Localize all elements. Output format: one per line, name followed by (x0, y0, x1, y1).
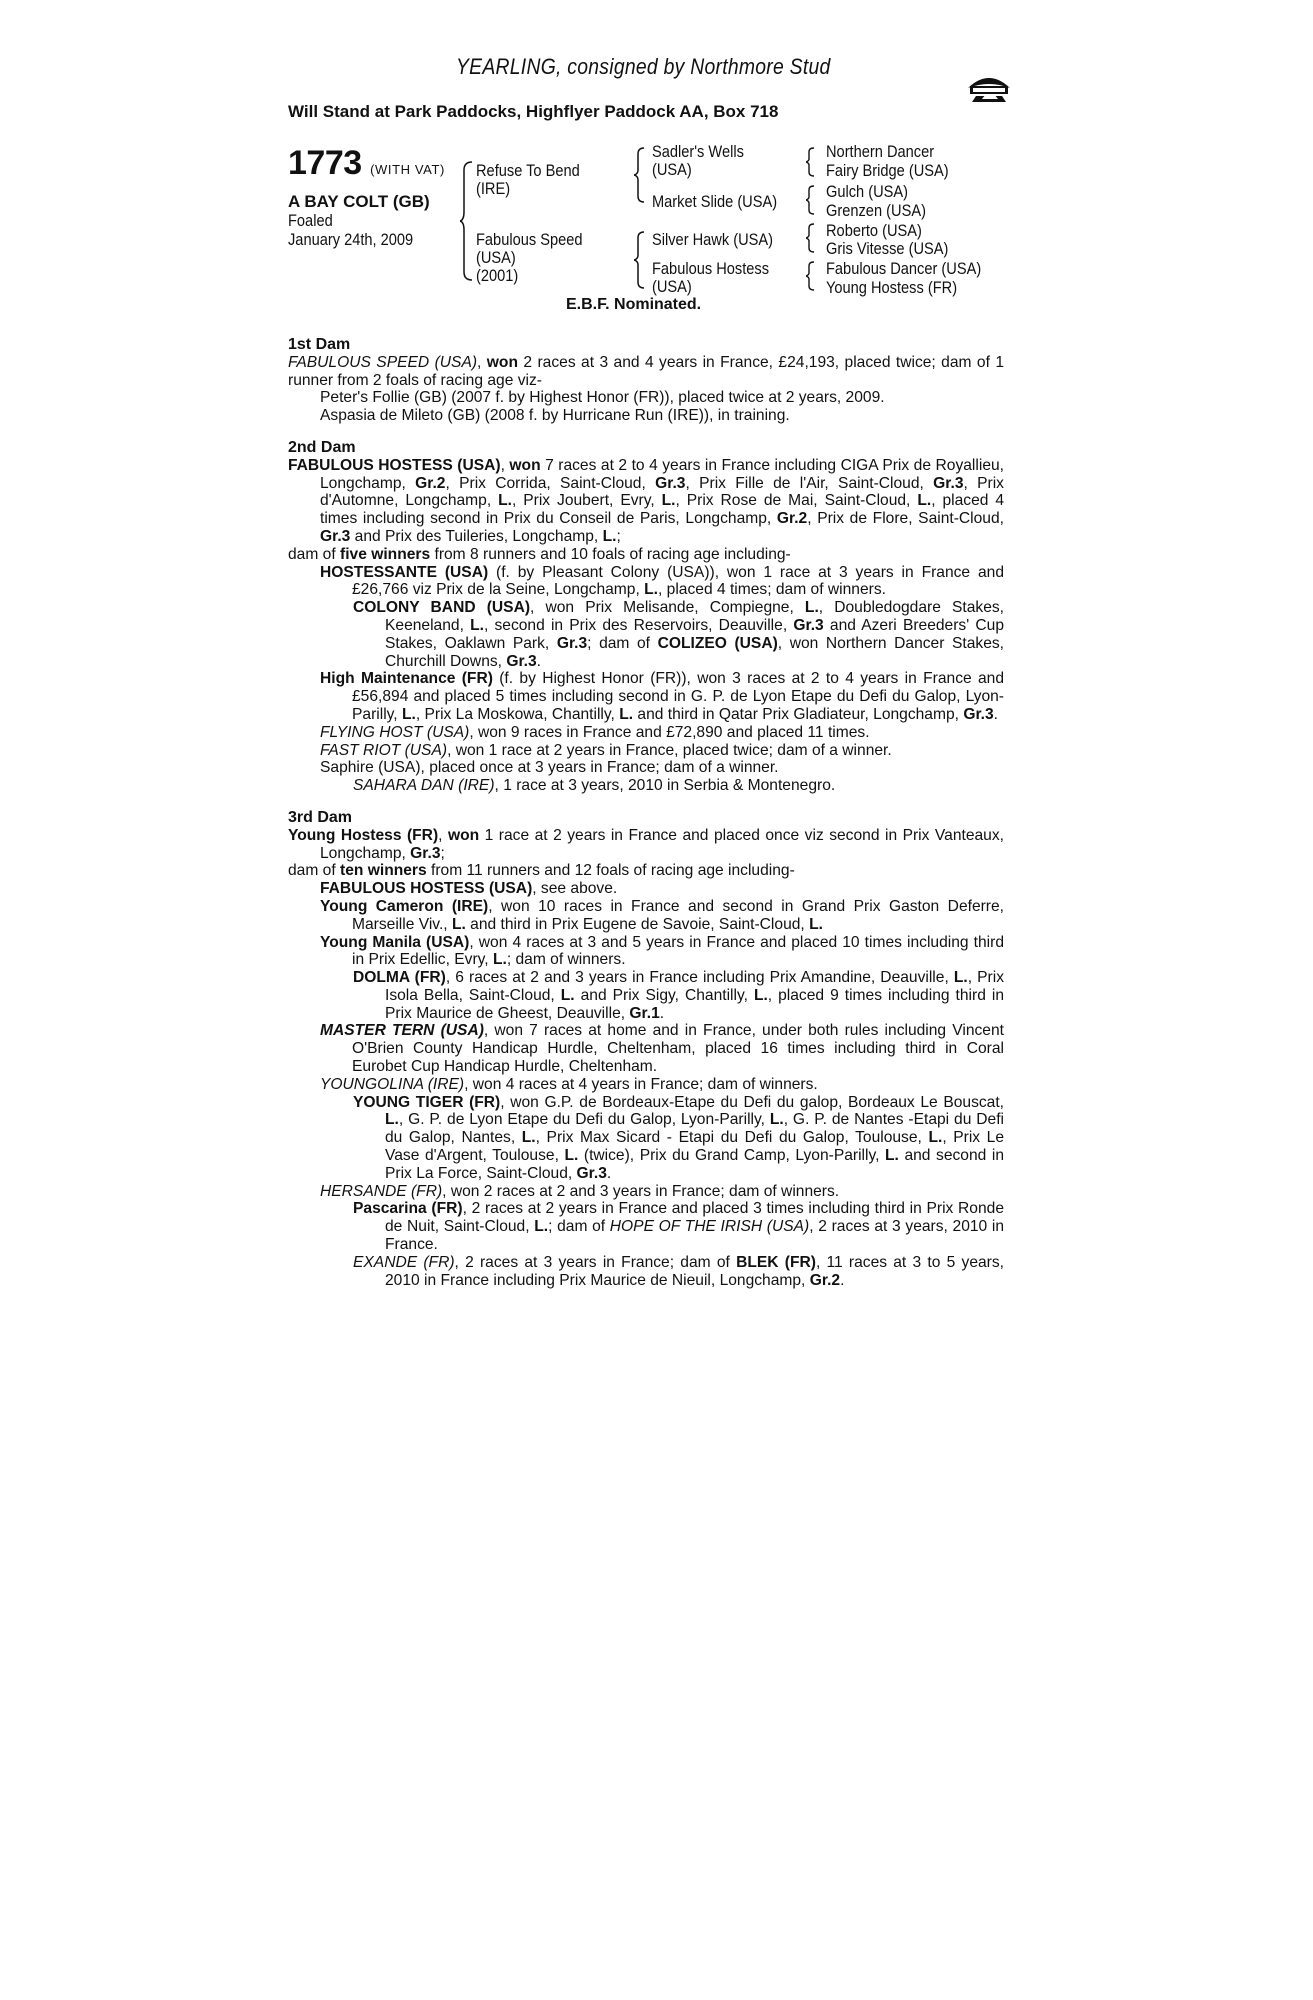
pedigree-brace-icon (634, 146, 646, 204)
second-dam-produce-summary: dam of five winners from 8 runners and 10 foals of racing age including- (288, 545, 791, 563)
ebf-nomination: E.B.F. Nominated. (566, 296, 702, 313)
pedigree-brace-icon (806, 260, 816, 292)
vat-note: (WITH VAT) (370, 162, 445, 177)
produce-sahara-dan: SAHARA DAN (IRE), 1 race at 3 years, 2010 in Serbia & Montenegro. (353, 777, 836, 795)
pedigree-sds: Gulch (USA) (826, 182, 909, 201)
second-dam-paragraph: FABULOUS HOSTESS (USA), won 7 races at 2 to 4 years in France including CIGA Prix de Royallieu, Longchamp, Gr.2, Prix Corrida, Saint-Cloud, Gr.3, Prix Fille de l'Air, Saint-Cloud, Gr.3, Prix d'Automne, Longchamp, L., Prix Joubert, Evry, L., Prix Rose de Mai, Saint-Cloud, L., placed 4 times including second in Prix du Conseil de Paris, Longchamp, Gr.2, Prix de Flore, Saint-Cloud, Gr.3 and Prix des Tuileries, Longchamp, L.; (288, 456, 1005, 545)
produce-pascarina: Pascarina (FR), 2 races at 2 years in France and placed 3 times including third in Prix Ronde de Nuit, Saint-Cloud, L.; dam of HOPE OF THE IRISH (USA), 2 races at 3 years, 2010 in France. (353, 1200, 1005, 1254)
first-dam-produce-1: Peter's Follie (GB) (2007 f. by Highest Honor (FR)), placed twice at 2 years, 2009. (320, 389, 885, 407)
produce-saphire: Saphire (USA), placed once at 3 years in France; dam of a winner. (320, 759, 779, 777)
stud-logo-icon (964, 66, 1014, 108)
produce-high-maintenance: High Maintenance (FR) (f. by Highest Honor (FR)), won 3 races at 2 to 4 years in France and £56,894 and placed 5 times including second in G. P. de Lyon Etape du Defi du Galop, Lyon-Parilly, L., Prix La Moskowa, Chantilly, L. and third in Qatar Prix Gladiateur, Longchamp, Gr.3. (320, 670, 1004, 723)
pedigree-dam-sire: Silver Hawk (USA) (652, 230, 774, 249)
produce-colony-band: COLONY BAND (USA), won Prix Melisande, Compiegne, L., Doubledogdare Stakes, Keeneland, L., second in Prix des Reservoirs, Deauville, Gr.3 and Azeri Breeders' Cup Stakes, Oaklawn Park, Gr.3; dam of COLIZEO (USA), won Northern Dancer Stakes, Churchill Downs, Gr.3. (353, 599, 1005, 670)
pedigree-dsd: Gris Vitesse (USA) (826, 239, 949, 258)
produce-young-manila: Young Manila (USA), won 4 races at 3 and 5 years in France and placed 10 times including third in Prix Edellic, Evry, L.; dam of winners. (320, 933, 1004, 969)
pedigree-ssd: Fairy Bridge (USA) (826, 161, 949, 180)
foaled-date: January 24th, 2009 (288, 230, 414, 249)
pedigree-brace-icon (634, 230, 646, 290)
stand-location: Will Stand at Park Paddocks, Highflyer Paddock AA, Box 718 (288, 102, 779, 121)
pedigree-sdd: Grenzen (USA) (826, 201, 926, 220)
catalogue-body (288, 336, 1004, 1289)
pedigree-brace-icon (806, 222, 816, 254)
produce-exande: EXANDE (FR), 2 races at 3 years in France; dam of BLEK (FR), 11 races at 3 to 5 years, 2010 in France including Prix Maurice de Nieuil, Longchamp, Gr.2. (353, 1253, 1004, 1289)
first-dam-title: 1st Dam (288, 336, 351, 353)
pedigree-sire-dam: Market Slide (USA) (652, 192, 778, 211)
page-title: YEARLING, consigned by Northmore Stud (456, 54, 831, 79)
lot-number: 1773 (288, 144, 362, 182)
third-dam-title: 3rd Dam (288, 808, 353, 826)
first-dam-produce-2: Aspasia de Mileto (GB) (2008 f. by Hurricane Run (IRE)), in training. (320, 407, 790, 425)
horse-description: A BAY COLT (GB) (288, 192, 430, 211)
produce-youngolina: YOUNGOLINA (IRE), won 4 races at 4 years in France; dam of winners. (320, 1075, 818, 1093)
produce-master-tern: MASTER TERN (USA), won 7 races at home and in France, under both rules including Vincent O'Brien County Handicap Hurdle, Cheltenham, placed 16 times including third in Coral Eurobet Cup Handicap Hurdle, Cheltenham. (320, 1022, 1004, 1076)
pedigree-sire: Refuse To Bend (IRE) (476, 161, 580, 198)
produce-dolma: DOLMA (FR), 6 races at 2 and 3 years in France including Prix Amandine, Deauville, L., Prix Isola Bella, Saint-Cloud, L. and Prix Sigy, Chantilly, L., placed 9 times including third in Prix Maurice de Gheest, Deauville, Gr.1. (353, 969, 1005, 1022)
produce-fast-riot: FAST RIOT (USA), won 1 race at 2 years in France, placed twice; dam of a winner. (320, 741, 892, 759)
pedigree-dam-dam: Fabulous Hostess (USA) (652, 259, 770, 296)
pedigree-brace-icon (806, 146, 816, 178)
produce-young-tiger: YOUNG TIGER (FR), won G.P. de Bordeaux-Etape du Defi du galop, Bordeaux Le Bouscat, L., G. P. de Lyon Etape du Defi du Galop, Lyon-Parilly, L., G. P. de Nantes -Etapi du Defi du Galop, Nantes, L., Prix Max Sicard - Etapi du Defi du Galop, Toulouse, L., Prix Le Vase d'Argent, Toulouse, L. (twice), Prix du Grand Camp, Lyon-Parilly, L. and second in Prix La Force, Saint-Cloud, Gr.3. (353, 1093, 1005, 1182)
produce-hostessante: HOSTESSANTE (USA) (f. by Pleasant Colony (USA)), won 1 race at 3 years in France and £26,766 viz Prix de la Seine, Longchamp, L., placed 4 times; dam of winners. (320, 563, 1004, 599)
pedigree-sire-sire: Sadler's Wells (USA) (652, 142, 744, 179)
pedigree-brace-icon (460, 160, 474, 282)
produce-hersande: HERSANDE (FR), won 2 races at 2 and 3 years in France; dam of winners. (320, 1182, 840, 1200)
pedigree-brace-icon (806, 184, 816, 216)
produce-young-cameron: Young Cameron (IRE), won 10 races in France and second in Grand Prix Gaston Deferre, Marseille Viv., L. and third in Prix Eugene de Savoie, Saint-Cloud, L. (320, 897, 1005, 933)
pedigree-ddd: Young Hostess (FR) (826, 278, 958, 297)
third-dam-paragraph: Young Hostess (FR), won 1 race at 2 years in France and placed once viz second in Prix Vanteaux, Longchamp, Gr.3; (288, 826, 1004, 862)
produce-fabulous-hostess: FABULOUS HOSTESS (USA), see above. (320, 880, 618, 898)
pedigree-dam: Fabulous Speed (USA) (2001) (476, 230, 583, 285)
pedigree-dds: Fabulous Dancer (USA) (826, 259, 982, 278)
second-dam-title: 2nd Dam (288, 438, 356, 456)
first-dam-paragraph: FABULOUS SPEED (USA), won 2 races at 3 and 4 years in France, £24,193, placed twice; dam of 1 runner from 2 foals of racing age viz- (288, 353, 1005, 389)
foaled-label: Foaled (288, 211, 333, 230)
lot-header (288, 144, 445, 183)
produce-flying-host: FLYING HOST (USA), won 9 races in France and £72,890 and placed 11 times. (320, 723, 870, 741)
pedigree-dss: Roberto (USA) (826, 221, 922, 240)
third-dam-produce-summary: dam of ten winners from 11 runners and 12 foals of racing age including- (288, 862, 795, 880)
pedigree-sss: Northern Dancer (826, 142, 935, 161)
